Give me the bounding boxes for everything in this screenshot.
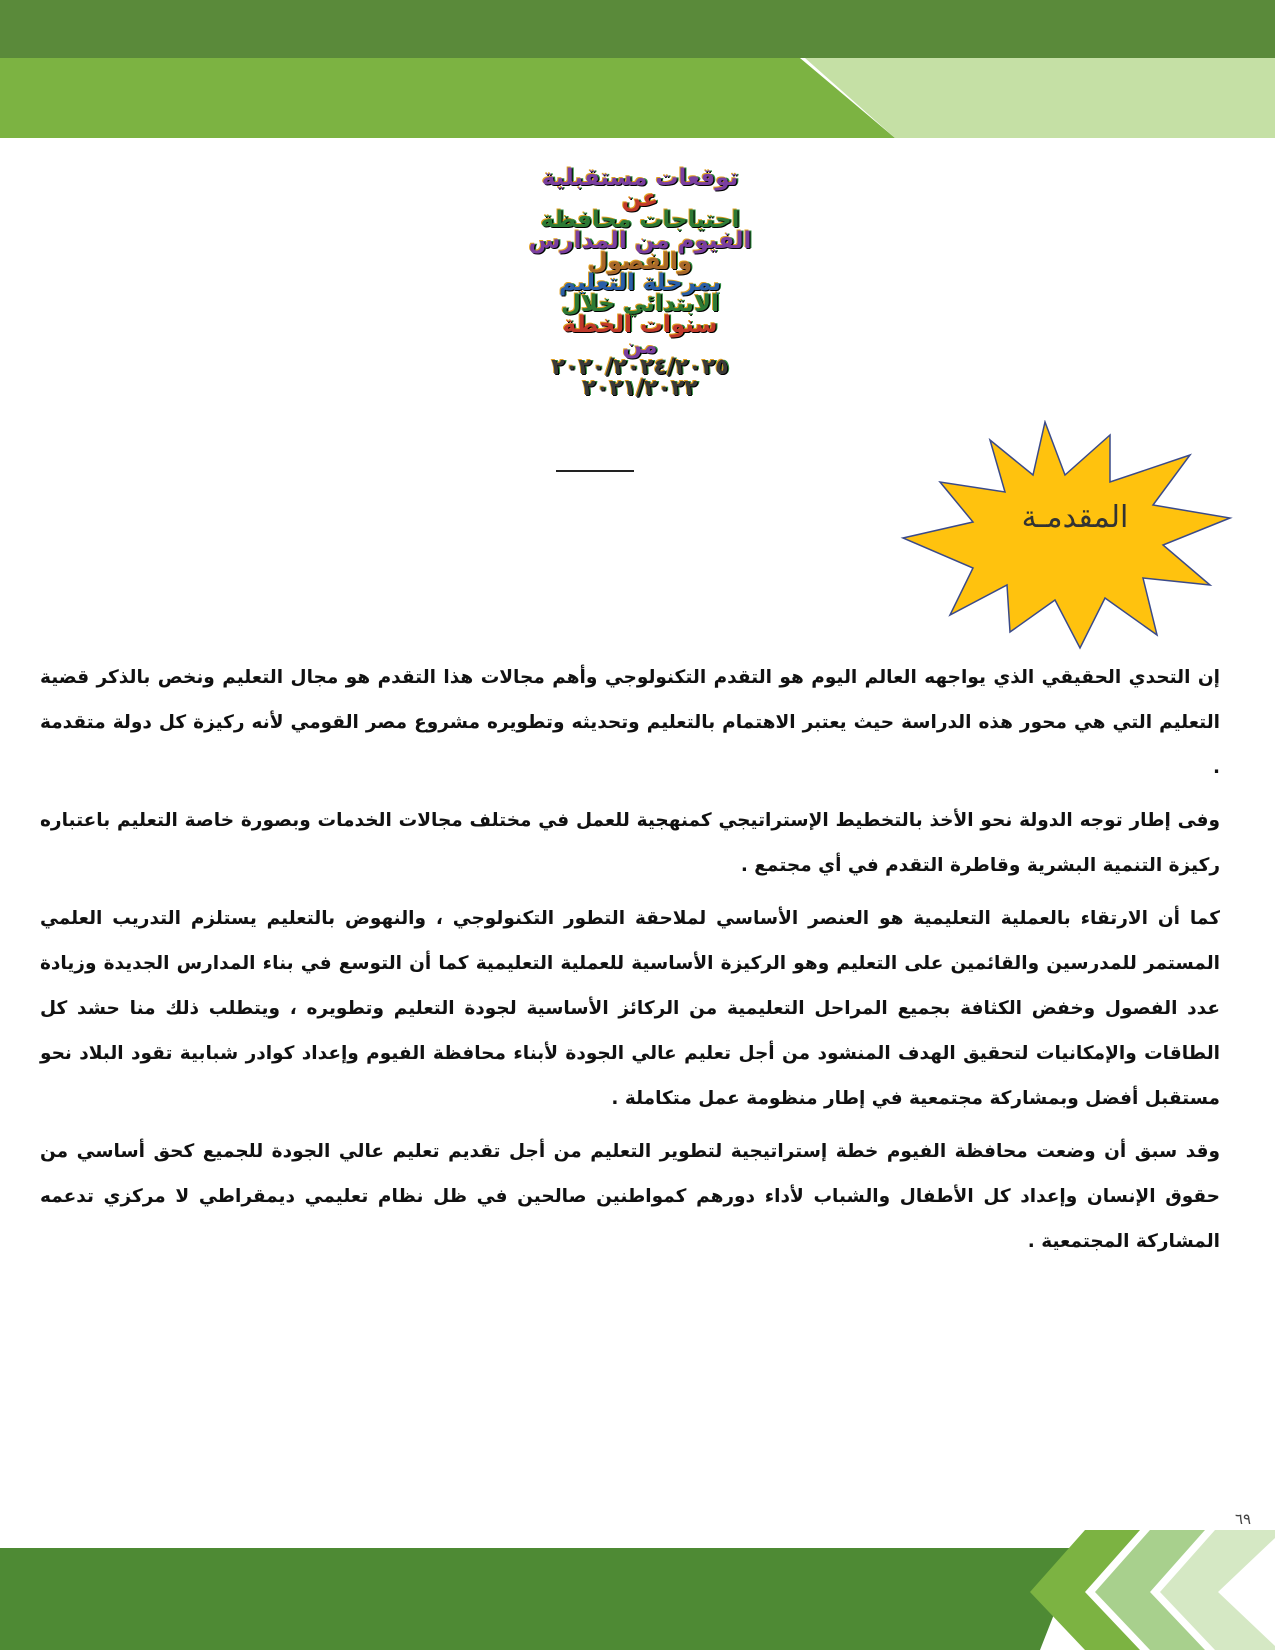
document-title (380, 165, 900, 418)
title-line: احتياجات محافظة (540, 207, 740, 233)
title-line: الابتدائي خلال (560, 291, 720, 317)
title-line: الفيوم من المدارس (528, 228, 752, 254)
body-text (40, 655, 1220, 1272)
title-line: من (622, 333, 658, 359)
paragraph: كما أن الارتقاء بالعملية التعليمية هو العنصر الأساسي لملاحقة التطور التكنولوجي ، والنهوض بالتعليم يستلزم التدريب العلمي المستمر للمدرسين والقائمين على التعليم وهو الركيزة الأساسية للعملية التعليمية كما أن التوسع في بناء المدارس الجديدة وزيادة عدد الفصول وخفض الكثافة بجميع المراحل التعليمية من الركائز الأساسية لجودة التعليم وتطويره ، ويتطلب ذلك منا حشد كل الطاقات والإمكانيات لتحقيق الهدف المنشود من أجل تعليم عالي الجودة لأبناء محافظة الفيوم وإعداد كوادر شبابية تقود البلاد نحو مستقبل أفضل وبمشاركة مجتمعية في إطار منظومة عمل متكاملة . (40, 908, 1220, 1109)
footer-dark-strip (0, 1548, 1080, 1650)
title-line: سنوات الخطة (562, 312, 718, 338)
title-line: ٢٠٢١/٢٠٢٢ (582, 376, 698, 401)
header-dark-strip (0, 0, 1275, 58)
paragraph: وفى إطار توجه الدولة نحو الأخذ بالتخطيط الإستراتيجي كمنهجية للعمل في مختلف مجالات الخدمات وبصورة خاصة التعليم باعتباره ركيزة التنمية البشرية وقاطرة التقدم في أي مجتمع . (40, 810, 1220, 876)
title-line: والفصول (587, 249, 693, 275)
header-band (0, 0, 1275, 140)
title-line: بمرحلة التعليم (559, 270, 721, 296)
paragraph: إن التحدي الحقيقي الذي يواجهه العالم اليوم هو التقدم التكنولوجي وأهم مجالات هذا التقدم هو مجال التعليم ونخص بالذكر قضية التعليم التي هي محور هذه الدراسة حيث يعتبر الاهتمام بالتعليم وتحديثه وتطويره مشروع مصر القومي لأنه ركيزة كل دولة متقدمة . (40, 667, 1220, 778)
divider-line (556, 470, 634, 472)
section-heading-introduction: المقدمـة (1021, 500, 1129, 535)
page-number: ٦٩ (1235, 1510, 1252, 1528)
title-line: توقعات مستقبلية (541, 165, 739, 191)
header-mid-green-shape (0, 58, 895, 138)
footer-band (0, 1530, 1275, 1650)
title-line: عن (621, 186, 659, 212)
title-line: ٢٠٢٠/٢٠٢٤/٢٠٢٥ (551, 355, 729, 380)
paragraph: وقد سبق أن وضعت محافظة الفيوم خطة إستراتيجية لتطوير التعليم من أجل تقديم تعليم عالي الجودة للجميع كحق أساسي من حقوق الإنسان وإعداد كل الأطفال والشباب لأداء دورهم كمواطنين صالحين في ظل نظام تعليمي ديمقراطي لا مركزي تدعمه المشاركة المجتمعية . (40, 1141, 1220, 1252)
